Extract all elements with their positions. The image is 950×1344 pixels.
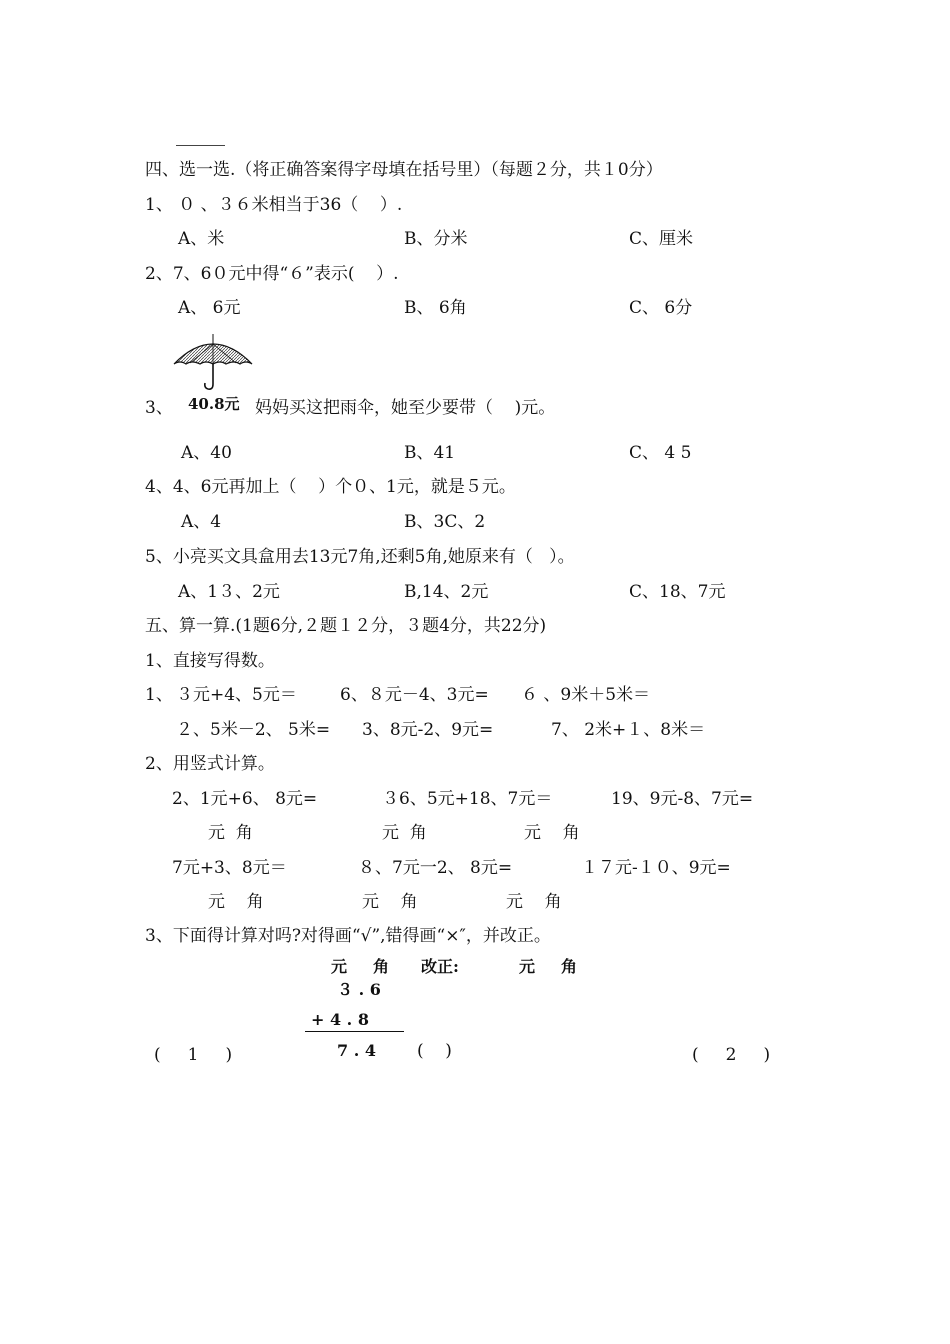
q3-option-b: B、41 — [404, 443, 456, 463]
p2-row2-c: １７元-１０、9元= — [581, 858, 731, 878]
p3-header-jiao: 角 — [373, 957, 390, 976]
q3-stem: 妈妈买这把雨伞，她至少要带（ )元。 — [255, 398, 556, 418]
q1-option-a: A、米 — [178, 229, 225, 249]
p3-header-yuan2: 元 — [519, 957, 536, 976]
q3-option-c: C、 4 5 — [629, 443, 692, 463]
q3-number: 3、 — [145, 398, 173, 418]
p2-row2-a: 7元+3、8元＝ — [172, 858, 287, 878]
q5-option-b: B,14、2元 — [404, 582, 489, 602]
umbrella-icon — [168, 330, 258, 392]
p3-line3: 7 . 4 — [337, 1041, 376, 1060]
q5-option-c: C、18、7元 — [629, 582, 726, 602]
p2-units1-c: 元 角 — [524, 823, 580, 843]
p3-label-1: ( 1 ) — [154, 1045, 233, 1065]
p3-header-jiao2: 角 — [561, 957, 578, 976]
p2-units2-c: 元 角 — [506, 892, 562, 912]
q3-option-a: A、40 — [181, 443, 232, 463]
p3-sum-line — [305, 1031, 404, 1032]
q1-stem: 1、 ０ 、３６米相当于36（ ）. — [145, 195, 403, 215]
p3-header-yuan: 元 — [331, 957, 348, 976]
p2-row1-a: 2、1元+6、 8元= — [172, 789, 318, 809]
p3-label-2: ( 2 ) — [692, 1045, 771, 1065]
q2-option-b: B、 6角 — [404, 298, 467, 318]
p1-row2-a: ２、5米－2、 5米= — [176, 720, 331, 740]
p2-units2-b: 元 角 — [362, 892, 418, 912]
p3-header-fix: 改正: — [421, 957, 459, 976]
p1-row1-c: ６ 、9米＋5米＝ — [521, 685, 651, 705]
p3-title: 3、下面得计算对吗?对得画“√”,错得画“×″，并改正。 — [145, 926, 551, 946]
q5-option-a: A、1３、2元 — [178, 582, 280, 602]
q4-option-b: B、3‌C、2 — [404, 512, 486, 532]
p1-row2-b: 3、8元-2、9元= — [362, 720, 494, 740]
p2-row2-b: ８、7元一2、 8元= — [358, 858, 513, 878]
p2-units1-b: 元 角 — [382, 823, 427, 843]
section4-title: 四、选一选.（将正确答案得字母填在括号里）（每题２分，共１0分） — [145, 160, 663, 180]
q3-price: 40.8元 — [188, 395, 240, 413]
p3-line1: ３ . 6 — [337, 980, 381, 999]
p2-title: 2、用竖式计算。 — [145, 754, 275, 774]
p2-row1-b: ３6、5元+18、7元＝ — [382, 789, 553, 809]
q4-stem: 4、4、6元再加上（ ）个０、1元，就是５元。 — [145, 477, 516, 497]
section5-title: 五、算一算.(1题6分,２题１２分，３题4分，共22分) — [145, 616, 547, 636]
p2-units1-a: 元 角 — [208, 823, 253, 843]
p1-title: 1、直接写得数。 — [145, 651, 275, 671]
q2-stem: 2、7、6０元中得“６”表示( ）. — [145, 264, 399, 284]
p1-row1-a: ３元+4、5元＝ — [176, 685, 297, 705]
q2-option-c: C、 6分 — [629, 298, 693, 318]
p2-units2-a: 元 角 — [208, 892, 264, 912]
p1-row1-label: 1、 — [145, 685, 173, 705]
p2-row1-c: 19、9元-8、7元= — [611, 789, 754, 809]
p1-row1-b: 6、８元－4、3元= — [340, 685, 489, 705]
q2-option-a: A、 6元 — [178, 298, 241, 318]
p1-row2-c: 7、 2米+１、8米＝ — [551, 720, 706, 740]
p3-answer-paren: ( ) — [417, 1041, 452, 1061]
p3-line2: + 4 . 8 — [311, 1010, 369, 1029]
q1-option-c: C、厘米 — [629, 229, 694, 249]
top-rule — [176, 145, 225, 146]
q4-option-a: A、4 — [181, 512, 222, 532]
q5-stem: 5、小亮买文具盒用去13元7角,还剩5角,她原来有（ ）。 — [145, 547, 575, 567]
q1-option-b: B、分米 — [404, 229, 468, 249]
